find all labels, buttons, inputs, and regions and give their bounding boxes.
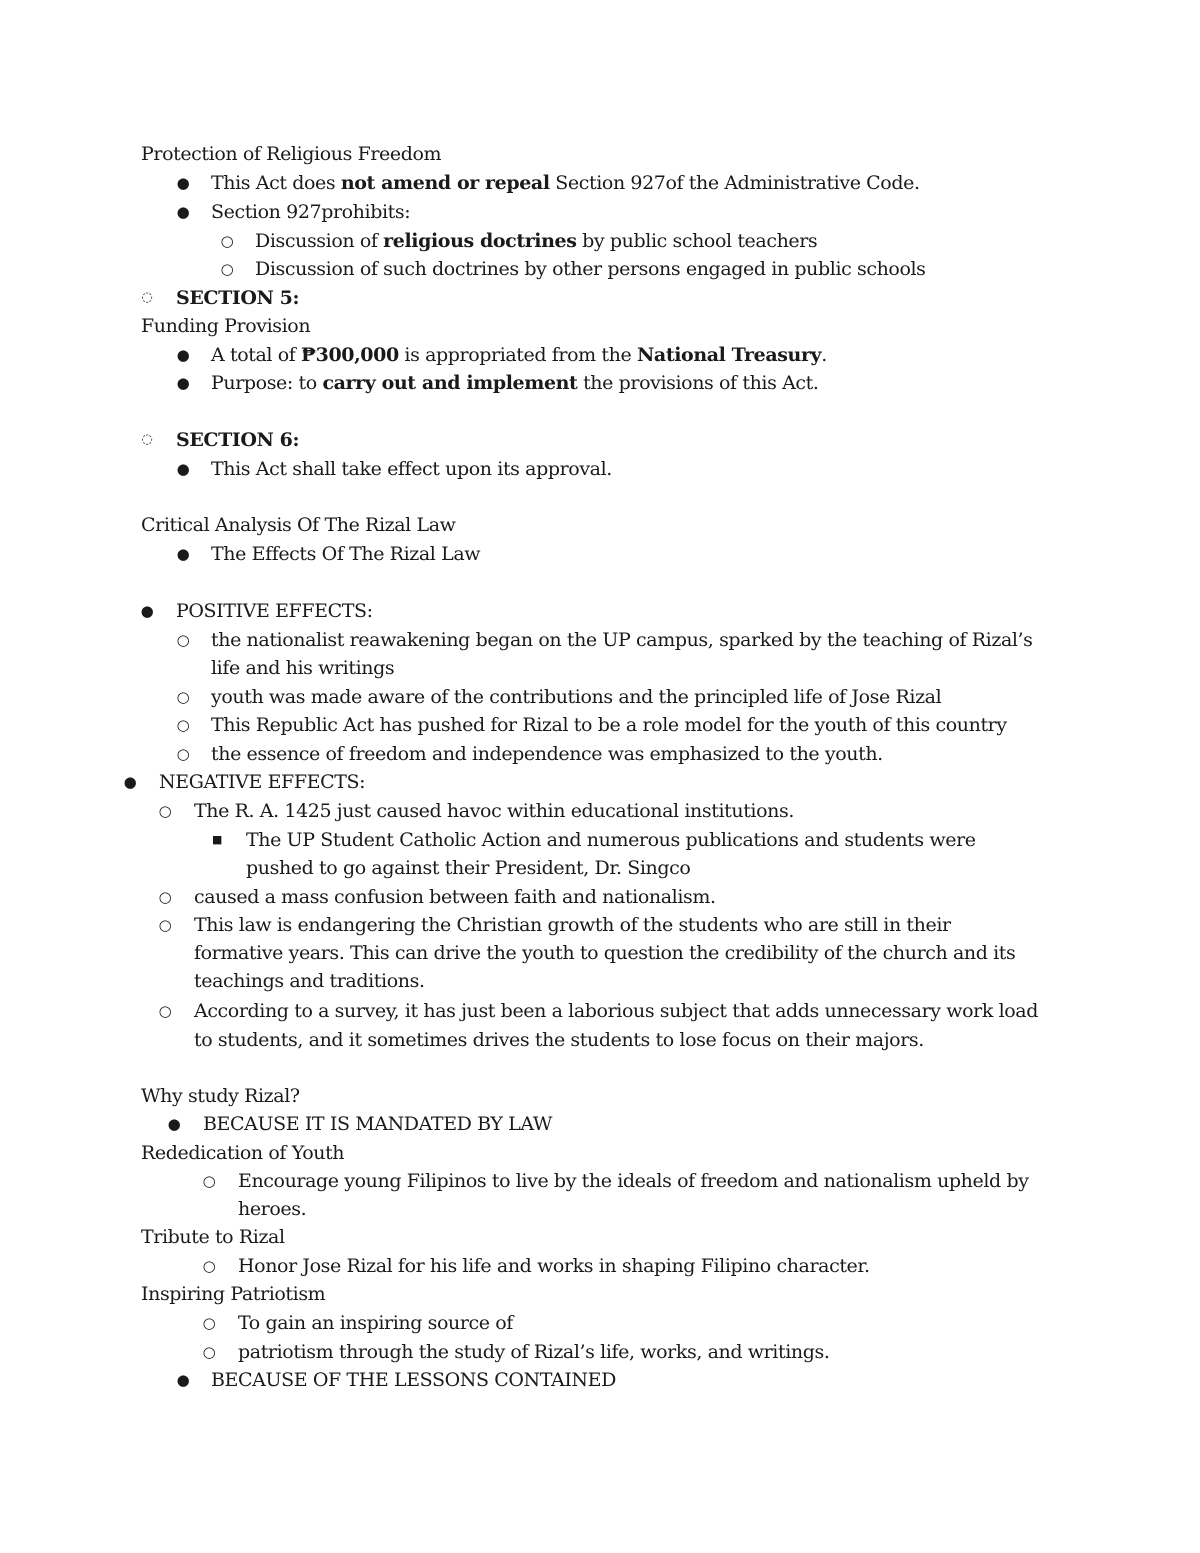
list-item: This Act does not amend or repeal Section 927of the Administrative Code. <box>211 172 920 194</box>
list-item-continuation: formative years. This can drive the youth to question the credibility of the church and its <box>194 942 1016 964</box>
bullet-circle: ○ <box>202 1172 216 1190</box>
list-item: According to a survey, it has just been a laborious subject that adds unnecessary work load <box>194 1000 1038 1022</box>
list-item: Encourage young Filipinos to live by the ideals of freedom and nationalism upheld by <box>238 1170 1029 1192</box>
list-item-continuation: to students, and it sometimes drives the students to lose focus on their majors. <box>194 1029 924 1051</box>
section-title-why: Why study Rizal? <box>141 1085 300 1107</box>
bullet-circle: ○ <box>158 916 172 934</box>
bullet-disc: ● <box>176 374 190 392</box>
bullet-circle: ○ <box>158 802 172 820</box>
bullet-disc: ● <box>176 545 190 563</box>
list-item: This Act shall take effect upon its approval. <box>211 458 612 480</box>
list-item: the nationalist reawakening began on the UP campus, sparked by the teaching of Rizal’s <box>211 629 1033 651</box>
list-item: caused a mass confusion between faith and nationalism. <box>194 886 716 908</box>
list-item: patriotism through the study of Rizal’s life, works, and writings. <box>238 1341 830 1363</box>
bullet-circle: ○ <box>202 1257 216 1275</box>
list-item-continuation: life and his writings <box>211 657 395 679</box>
section-heading: SECTION 6: <box>176 429 300 451</box>
section-heading: SECTION 5: <box>176 287 300 309</box>
list-item: BECAUSE OF THE LESSONS CONTAINED <box>211 1369 616 1391</box>
bullet-disc: ● <box>176 174 190 192</box>
list-item: Purpose: to carry out and implement the provisions of this Act. <box>211 372 819 394</box>
bullet-disc: ● <box>176 346 190 364</box>
bullet-disc: ● <box>167 1115 181 1133</box>
bullet-disc: ● <box>176 1371 190 1389</box>
positive-effects-label: POSITIVE EFFECTS: <box>176 600 373 622</box>
negative-effects-label: NEGATIVE EFFECTS: <box>159 771 366 793</box>
bullet-disc: ● <box>176 460 190 478</box>
list-item: Honor Jose Rizal for his life and works in shaping Filipino character. <box>238 1255 870 1277</box>
list-item: This law is endangering the Christian growth of the students who are still in their <box>194 914 951 936</box>
list-item-continuation: teachings and traditions. <box>194 970 425 992</box>
bullet-circle: ○ <box>176 631 190 649</box>
subheading: Rededication of Youth <box>141 1142 345 1164</box>
section-title-analysis: Critical Analysis Of The Rizal Law <box>141 514 456 536</box>
list-item: Section 927prohibits: <box>211 201 411 223</box>
section-title-religious-freedom: Protection of Religious Freedom <box>141 143 442 165</box>
list-item-continuation: pushed to go against their President, Dr. Singco <box>246 857 691 879</box>
section-title-funding: Funding Provision <box>141 315 311 337</box>
bullet-circle: ○ <box>176 745 190 763</box>
list-item: The UP Student Catholic Action and numerous publications and students were <box>246 829 976 851</box>
list-item: The Effects Of The Rizal Law <box>211 543 481 565</box>
list-item: A total of ₱300,000 is appropriated from the National Treasury. <box>211 344 827 366</box>
list-item: The R. A. 1425 just caused havoc within educational institutions. <box>194 800 794 822</box>
list-item: Discussion of such doctrines by other persons engaged in public schools <box>255 258 926 280</box>
bullet-circle: ○ <box>158 1002 172 1020</box>
bullet-circle: ○ <box>176 688 190 706</box>
bullet-circle: ○ <box>158 888 172 906</box>
bullet-circle: ○ <box>202 1314 216 1332</box>
list-item: youth was made aware of the contributions and the principled life of Jose Rizal <box>211 686 942 708</box>
bullet-dotted-circle: ◌ <box>141 432 153 447</box>
list-item: Discussion of religious doctrines by public school teachers <box>255 230 818 252</box>
bullet-circle: ○ <box>220 260 234 278</box>
subheading: Tribute to Rizal <box>141 1226 285 1248</box>
bullet-disc: ● <box>176 203 190 221</box>
bullet-square: ■ <box>212 833 222 846</box>
bullet-disc: ● <box>140 602 154 620</box>
bullet-dotted-circle: ◌ <box>141 290 153 305</box>
list-item: This Republic Act has pushed for Rizal to be a role model for the youth of this country <box>211 714 1007 736</box>
list-item-continuation: heroes. <box>238 1198 307 1220</box>
subheading: Inspiring Patriotism <box>141 1283 326 1305</box>
list-item: BECAUSE IT IS MANDATED BY LAW <box>203 1113 553 1135</box>
bullet-circle: ○ <box>220 232 234 250</box>
list-item: the essence of freedom and independence was emphasized to the youth. <box>211 743 883 765</box>
list-item: To gain an inspiring source of <box>238 1312 513 1334</box>
bullet-circle: ○ <box>176 716 190 734</box>
bullet-circle: ○ <box>202 1343 216 1361</box>
bullet-disc: ● <box>123 773 137 791</box>
